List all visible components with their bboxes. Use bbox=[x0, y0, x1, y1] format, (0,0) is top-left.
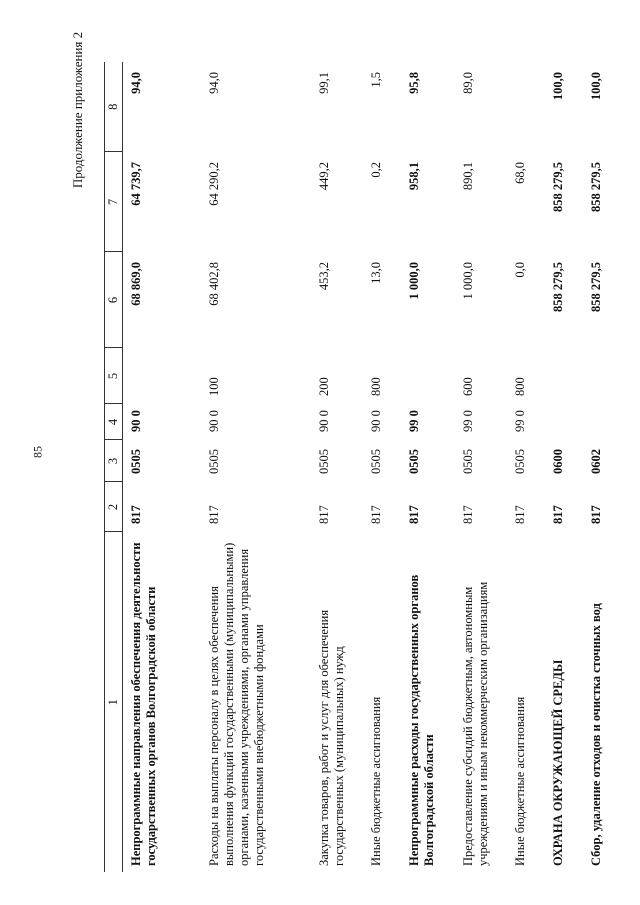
cell-department-code: 817 bbox=[589, 505, 603, 524]
cell-executed: 958,1 bbox=[407, 162, 421, 191]
row-name: Расходы на выплаты персоналу в целях обеспечения выполнения функций государственными (муниципальными) органами, казенными учреждениями, органами управления государственными внебюджетными фондами bbox=[207, 542, 266, 866]
cell-section-code: 0505 bbox=[461, 449, 475, 474]
cell-planned: 68 869,0 bbox=[129, 262, 143, 306]
cell-program-code: 90 0 bbox=[317, 410, 331, 432]
cell-section-code: 0602 bbox=[589, 449, 603, 474]
row-name: Непрограммные направления обеспечения деятельности государственных органов Волгоградской области bbox=[129, 542, 158, 866]
column-header: 1 bbox=[105, 532, 123, 872]
cell-executed: 64 290,2 bbox=[207, 162, 221, 206]
cell-planned: 858 279,5 bbox=[551, 262, 565, 312]
cell-expense-type: 800 bbox=[369, 377, 383, 396]
cell-section-code: 0600 bbox=[551, 449, 565, 474]
cell-section-code: 0505 bbox=[513, 449, 527, 474]
cell-percent: 100,0 bbox=[551, 72, 565, 101]
cell-planned: 0,0 bbox=[513, 262, 527, 278]
page-number: 85 bbox=[30, 446, 45, 458]
cell-program-code bbox=[545, 404, 583, 440]
cell-percent: 94,0 bbox=[129, 72, 143, 94]
cell-percent: 99,1 bbox=[317, 72, 331, 94]
cell-program-code: 99 0 bbox=[407, 410, 421, 432]
column-header: 6 bbox=[105, 252, 123, 348]
table-row bbox=[311, 62, 363, 872]
cell-expense-type: 600 bbox=[461, 377, 475, 396]
cell-percent: 95,8 bbox=[407, 72, 421, 94]
cell-planned: 453,2 bbox=[317, 262, 331, 291]
cell-department-code: 817 bbox=[513, 505, 527, 524]
cell-expense-type bbox=[583, 348, 621, 404]
cell-executed: 449,2 bbox=[317, 162, 331, 191]
table-row bbox=[507, 62, 545, 872]
cell-percent: 100,0 bbox=[589, 72, 603, 101]
cell-department-code: 817 bbox=[551, 505, 565, 524]
cell-executed: 64 739,7 bbox=[129, 162, 143, 206]
cell-department-code: 817 bbox=[461, 505, 475, 524]
cell-percent bbox=[507, 62, 545, 152]
cell-executed: 890,1 bbox=[461, 162, 475, 191]
row-name: Непрограммные расходы государственных органов Волгоградской области bbox=[407, 574, 436, 866]
row-name: Предоставление субсидий бюджетным, автономным учреждениям и иным некоммерческим организациям bbox=[461, 581, 490, 866]
cell-section-code: 0505 bbox=[207, 449, 221, 474]
cell-percent: 94,0 bbox=[207, 72, 221, 94]
cell-program-code: 90 0 bbox=[369, 410, 383, 432]
cell-expense-type bbox=[401, 348, 455, 404]
table-row bbox=[545, 62, 583, 872]
cell-planned: 1 000,0 bbox=[461, 262, 475, 300]
cell-section-code: 0505 bbox=[407, 449, 421, 474]
cell-planned: 1 000,0 bbox=[407, 262, 421, 300]
cell-program-code: 99 0 bbox=[461, 410, 475, 432]
cell-expense-type bbox=[123, 348, 202, 404]
budget-table bbox=[104, 62, 621, 872]
cell-planned: 13,0 bbox=[369, 262, 383, 284]
row-name: Иные бюджетные ассигнования bbox=[513, 696, 527, 866]
table-row bbox=[455, 62, 507, 872]
cell-department-code: 817 bbox=[207, 505, 221, 524]
column-header: 5 bbox=[105, 348, 123, 404]
row-name: ОХРАНА ОКРУЖАЮЩЕЙ СРЕДЫ bbox=[551, 659, 565, 866]
cell-department-code: 817 bbox=[407, 505, 421, 524]
cell-executed: 858 279,5 bbox=[589, 162, 603, 212]
table-row bbox=[583, 62, 621, 872]
cell-expense-type: 800 bbox=[513, 377, 527, 396]
cell-section-code: 0505 bbox=[129, 449, 143, 474]
cell-department-code: 817 bbox=[369, 505, 383, 524]
cell-department-code: 817 bbox=[317, 505, 331, 524]
row-name: Закупка товаров, работ и услуг для обеспечения государственных (муниципальных) нужд bbox=[317, 609, 346, 866]
cell-program-code: 90 0 bbox=[129, 410, 143, 432]
column-header: 7 bbox=[105, 152, 123, 252]
table-row bbox=[123, 62, 202, 872]
cell-planned: 858 279,5 bbox=[589, 262, 603, 312]
cell-percent: 1,5 bbox=[369, 72, 383, 88]
rotated-table-container bbox=[104, 62, 603, 872]
cell-executed: 0,2 bbox=[369, 162, 383, 178]
cell-program-code bbox=[583, 404, 621, 440]
cell-program-code: 99 0 bbox=[513, 410, 527, 432]
table-header-row bbox=[105, 62, 123, 872]
appendix-continuation-note: Продолжение приложения 2 bbox=[70, 31, 85, 189]
row-name: Иные бюджетные ассигнования bbox=[369, 696, 383, 866]
cell-percent: 89,0 bbox=[461, 72, 475, 94]
cell-department-code: 817 bbox=[129, 505, 143, 524]
cell-section-code: 0505 bbox=[317, 449, 331, 474]
column-header: 4 bbox=[105, 404, 123, 440]
cell-executed: 858 279,5 bbox=[551, 162, 565, 212]
cell-expense-type bbox=[545, 348, 583, 404]
table-row bbox=[363, 62, 401, 872]
cell-section-code: 0505 bbox=[369, 449, 383, 474]
cell-expense-type: 200 bbox=[317, 377, 331, 396]
cell-program-code: 90 0 bbox=[207, 410, 221, 432]
cell-expense-type: 100 bbox=[207, 377, 221, 396]
column-header: 8 bbox=[105, 62, 123, 152]
table-row bbox=[401, 62, 455, 872]
row-name: Сбор, удаление отходов и очистка сточных вод bbox=[589, 603, 603, 866]
column-header: 2 bbox=[105, 482, 123, 532]
table-row bbox=[201, 62, 311, 872]
cell-planned: 68 402,8 bbox=[207, 262, 221, 306]
cell-executed: 68,0 bbox=[513, 162, 527, 184]
column-header: 3 bbox=[105, 440, 123, 482]
